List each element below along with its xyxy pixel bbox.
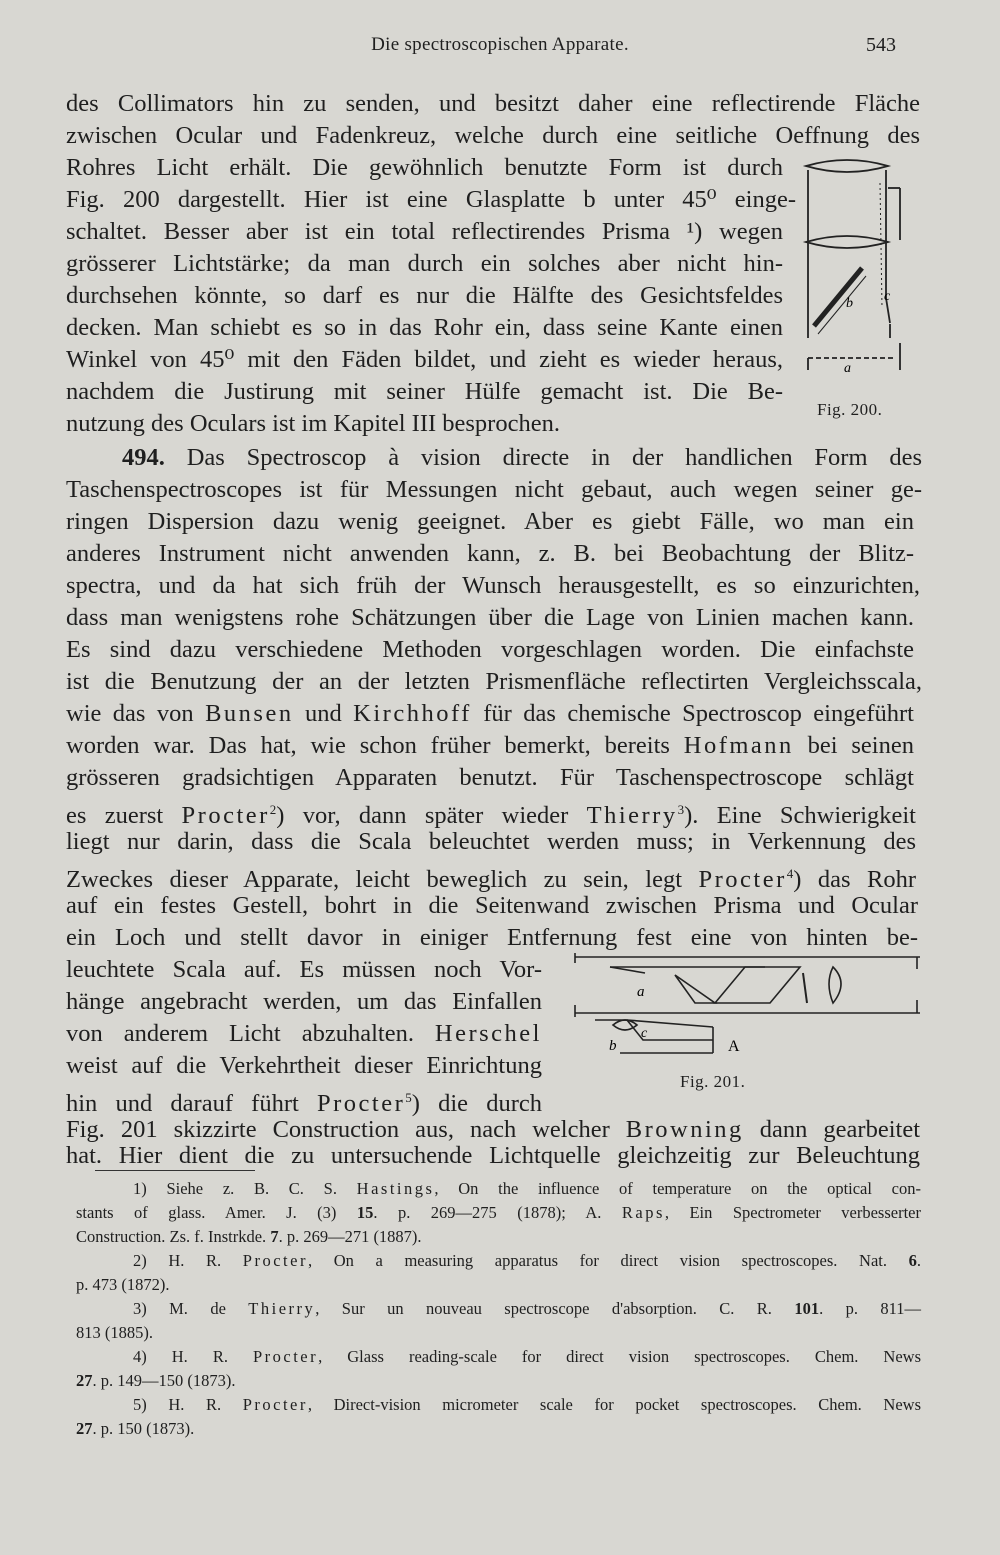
footnote-ref: 2: [269, 802, 277, 817]
body-line: hat. Hier dient die zu untersuchende Lichtquelle gleichzeitig zur Beleuchtung: [66, 1142, 920, 1169]
person-name: Browning: [625, 1116, 744, 1143]
person-name: Hastings: [356, 1179, 435, 1198]
body-line: leuchtete Scala auf. Es müssen noch Vor-: [66, 956, 542, 983]
fig201-label-a: a: [637, 984, 645, 1000]
body-line: liegt nur darin, dass die Scala beleuchtet werden muss; in Verkennung des: [66, 828, 916, 855]
footnote-1-cont: Construction. Zs. f. Instrkde. 7. p. 269—271 (1887).: [76, 1227, 422, 1246]
footnote-1-cont: stants of glass. Amer. J. (3) 15. p. 269—275 (1878); A. Raps, Ein Spectrometer verbesserter: [76, 1203, 921, 1222]
body-line: nutzung des Oculars ist im Kapitel III besprochen.: [66, 410, 560, 437]
footnote-ref: 4: [786, 866, 794, 881]
fig201-label-c: c: [641, 1026, 648, 1041]
body-line: Es sind dazu verschiedene Methoden vorgeschlagen worden. Die einfachste: [66, 636, 914, 663]
body-line: wie das von Bunsen und Kirchhoff für das chemische Spectroscop eingeführt: [66, 700, 914, 727]
footnote-4-cont: 27. p. 149—150 (1873).: [76, 1371, 236, 1390]
body-line: hin und darauf führt Procter$^5$) die durch: [66, 1090, 542, 1117]
figure-201: [565, 945, 925, 1075]
body-line: dass man wenigstens rohe Schätzungen über die Lage von Linien machen kann.: [66, 604, 914, 631]
body-line: Taschenspectroscopes ist für Messungen nicht gebaut, auch wegen seiner ge-: [66, 476, 922, 503]
fig201-label-b: b: [609, 1038, 617, 1054]
body-line: 494. Das Spectroscop à vision directe in der handlichen Form des: [122, 444, 922, 471]
body-line: Rohres Licht erhält. Die gewöhnlich benutzte Form ist durch: [66, 154, 783, 181]
figure-201-caption: Fig. 201.: [680, 1072, 746, 1091]
person-name: Procter: [181, 802, 270, 829]
page-number: 543: [866, 34, 896, 56]
body-line: zwischen Ocular und Fadenkreuz, welche durch eine seitliche Oeffnung des: [66, 122, 920, 149]
footnote-ref: 3: [677, 802, 685, 817]
body-line: es zuerst Procter$^2$) vor, dann später wieder Thierry$^3$). Eine Schwierigkeit: [66, 802, 916, 829]
person-name: Procter: [698, 866, 787, 893]
body-line: worden war. Das hat, wie schon früher bemerkt, bereits Hofmann bei seinen: [66, 732, 914, 759]
body-line: Zweckes dieser Apparate, leicht beweglich zu sein, legt Procter$^4$) das Rohr: [66, 866, 917, 893]
body-line: ringen Dispersion dazu wenig geeignet. Aber es giebt Fälle, wo man ein: [66, 508, 914, 535]
footnote-divider: [95, 1170, 255, 1171]
footnote-ref: 5: [405, 1090, 412, 1105]
body-line: auf ein festes Gestell, bohrt in die Seitenwand zwischen Prisma und Ocular: [66, 892, 918, 919]
fig200-label-b: b: [846, 296, 853, 311]
figure-200-caption: Fig. 200.: [817, 400, 883, 419]
person-name: Thierry: [586, 802, 678, 829]
person-name: Procter: [252, 1347, 319, 1366]
person-name: Raps: [621, 1203, 665, 1222]
body-line: Winkel von 45⁰ mit den Fäden bildet, und zieht es wieder heraus,: [66, 346, 783, 373]
person-name: Hofmann: [683, 732, 794, 759]
person-name: Procter: [242, 1395, 308, 1414]
figure-200: [800, 148, 915, 408]
person-name: Procter: [317, 1090, 406, 1117]
footnote-3-cont: 813 (1885).: [76, 1323, 153, 1342]
footnote-5: 5) H. R. Procter, Direct-vision micrometer scale for pocket spectroscopes. Chem. News: [133, 1395, 921, 1414]
body-line: ist die Benutzung der an der letzten Prismenfläche reflectirten Vergleichsscala,: [66, 668, 922, 695]
body-line: hänge angebracht werden, um das Einfallen: [66, 988, 542, 1015]
fig200-label-a: a: [844, 361, 851, 376]
body-line: grösserer Lichtstärke; da man durch ein solches aber nicht hin-: [66, 250, 783, 277]
body-line: schaltet. Besser aber ist ein total reflectirendes Prisma ¹) wegen: [66, 218, 783, 245]
footnote-5-cont: 27. p. 150 (1873).: [76, 1419, 195, 1438]
person-name: Bunsen: [205, 700, 294, 727]
body-line: anderes Instrument nicht anwenden kann, z. B. bei Beobachtung der Blitz-: [66, 540, 914, 567]
person-name: Kirchhoff: [353, 700, 472, 727]
body-line: durchsehen könnte, so darf es nur die Hälfte des Gesichtsfeldes: [66, 282, 783, 309]
body-line: weist auf die Verkehrtheit dieser Einrichtung: [66, 1052, 542, 1079]
fig201-label-A: A: [728, 1038, 740, 1055]
footnote-2-cont: p. 473 (1872).: [76, 1275, 170, 1294]
footnote-2: 2) H. R. Procter, On a measuring apparatus for direct vision spectroscopes. Nat. 6.: [133, 1251, 921, 1270]
footnote-1: 1) Siehe z. B. C. S. Hastings, On the influence of temperature on the optical con-: [133, 1179, 921, 1198]
body-line: spectra, und da hat sich früh der Wunsch herausgestellt, es so einzurichten,: [66, 572, 920, 599]
footnote-3: 3) M. de Thierry, Sur un nouveau spectroscope d'absorption. C. R. 101. p. 811—: [133, 1299, 921, 1318]
footnote-4: 4) H. R. Procter, Glass reading-scale for direct vision spectroscopes. Chem. News: [133, 1347, 921, 1366]
body-line: decken. Man schiebt es so in das Rohr ein, dass seine Kante einen: [66, 314, 783, 341]
body-line: des Collimators hin zu senden, und besitzt daher eine reflectirende Fläche: [66, 90, 920, 117]
body-line: Fig. 201 skizzirte Construction aus, nach welcher Browning dann gearbeitet: [66, 1116, 921, 1143]
running-title: Die spectroscopischen Apparate.: [371, 34, 629, 55]
body-line: ein Loch und stellt davor in einiger Entfernung fest eine von hinten be-: [66, 924, 918, 951]
person-name: Herschel: [434, 1020, 542, 1047]
body-line: von anderem Licht abzuhalten. Herschel: [66, 1020, 542, 1047]
person-name: Thierry: [248, 1299, 316, 1318]
body-line: grösseren gradsichtigen Apparaten benutzt. Für Taschenspectroscope schlägt: [66, 764, 914, 791]
paragraph-number: 494.: [122, 444, 165, 471]
body-line: nachdem die Justirung mit seiner Hülfe gemacht ist. Die Be-: [66, 378, 783, 405]
fig200-label-c: c: [884, 289, 891, 304]
body-line: Fig. 200 dargestellt. Hier ist eine Glasplatte b unter 45⁰ einge-: [66, 186, 796, 213]
person-name: Procter: [242, 1251, 308, 1270]
